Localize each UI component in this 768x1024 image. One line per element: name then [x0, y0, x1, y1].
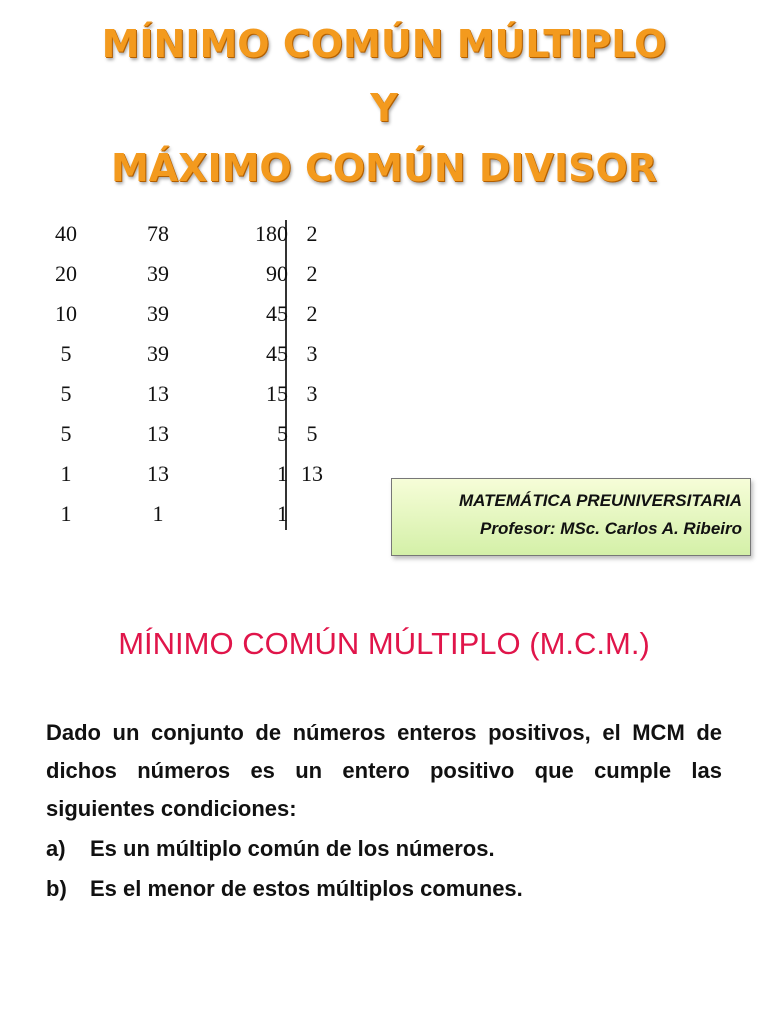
divisor-cell: 2 [306, 261, 318, 286]
table-row [40, 414, 360, 454]
divisor-cell: 2 [306, 301, 318, 326]
list-item-text: Es un múltiplo común de los números. [90, 836, 495, 861]
table-cell: 180 [255, 221, 288, 246]
table-cell: 90 [266, 261, 288, 286]
table-cell: 13 [147, 461, 169, 486]
table-cell: 15 [266, 381, 288, 406]
author-credit-box [391, 478, 751, 556]
table-row [40, 294, 360, 334]
table-cell: 20 [55, 261, 77, 286]
list-item [46, 830, 722, 868]
list-marker: b) [46, 876, 67, 901]
table-row [40, 254, 360, 294]
table-row [40, 374, 360, 414]
divisor-cell: 5 [306, 421, 318, 446]
table-cell: 1 [60, 461, 72, 486]
table-row [40, 454, 360, 494]
divisor-cell [292, 494, 332, 534]
title-line-2: Y [370, 86, 398, 130]
divisor-cell: 3 [306, 341, 318, 366]
table-cell: 39 [147, 261, 169, 286]
table-cell: 45 [266, 301, 288, 326]
table-cell: 1 [277, 501, 288, 526]
table-row [40, 494, 360, 534]
divisor-cell: 13 [301, 461, 323, 486]
title-line-3: MÁXIMO COMÚN DIVISOR [110, 146, 658, 190]
table-cell: 5 [277, 421, 288, 446]
divisor-cell: 2 [306, 221, 318, 246]
table-cell: 5 [60, 381, 72, 406]
table-cell: 13 [147, 381, 169, 406]
table-cell: 5 [60, 421, 72, 446]
course-name: MATEMÁTICA PREUNIVERSITARIA [458, 491, 742, 510]
table-row [40, 214, 360, 254]
table-cell: 78 [147, 221, 169, 246]
table-cell: 39 [147, 341, 169, 366]
table-cell: 45 [266, 341, 288, 366]
table-cell: 1 [277, 461, 288, 486]
table-cell: 5 [60, 341, 72, 366]
table-cell: 10 [55, 301, 77, 326]
list-item [46, 870, 722, 908]
professor-name: Profesor: MSc. Carlos A. Ribeiro [480, 519, 742, 538]
table-cell: 13 [147, 421, 169, 446]
table-cell: 1 [60, 501, 72, 526]
table-row [40, 334, 360, 374]
table-cell: 1 [152, 501, 164, 526]
definition-paragraph: Dado un conjunto de números enteros positivos, el MCM de dichos números es un entero positivo que cumple las siguientes condiciones: [46, 720, 722, 821]
table-cell: 39 [147, 301, 169, 326]
table-cell: 40 [55, 221, 77, 246]
section-heading: MÍNIMO COMÚN MÚLTIPLO (M.C.M.) [118, 626, 650, 661]
list-item-text: Es el menor de estos múltiplos comunes. [90, 876, 523, 901]
definition-block [46, 714, 722, 908]
divisor-cell: 3 [306, 381, 318, 406]
title-line-1: MÍNIMO COMÚN MÚLTIPLO [101, 22, 667, 66]
list-marker: a) [46, 836, 66, 861]
